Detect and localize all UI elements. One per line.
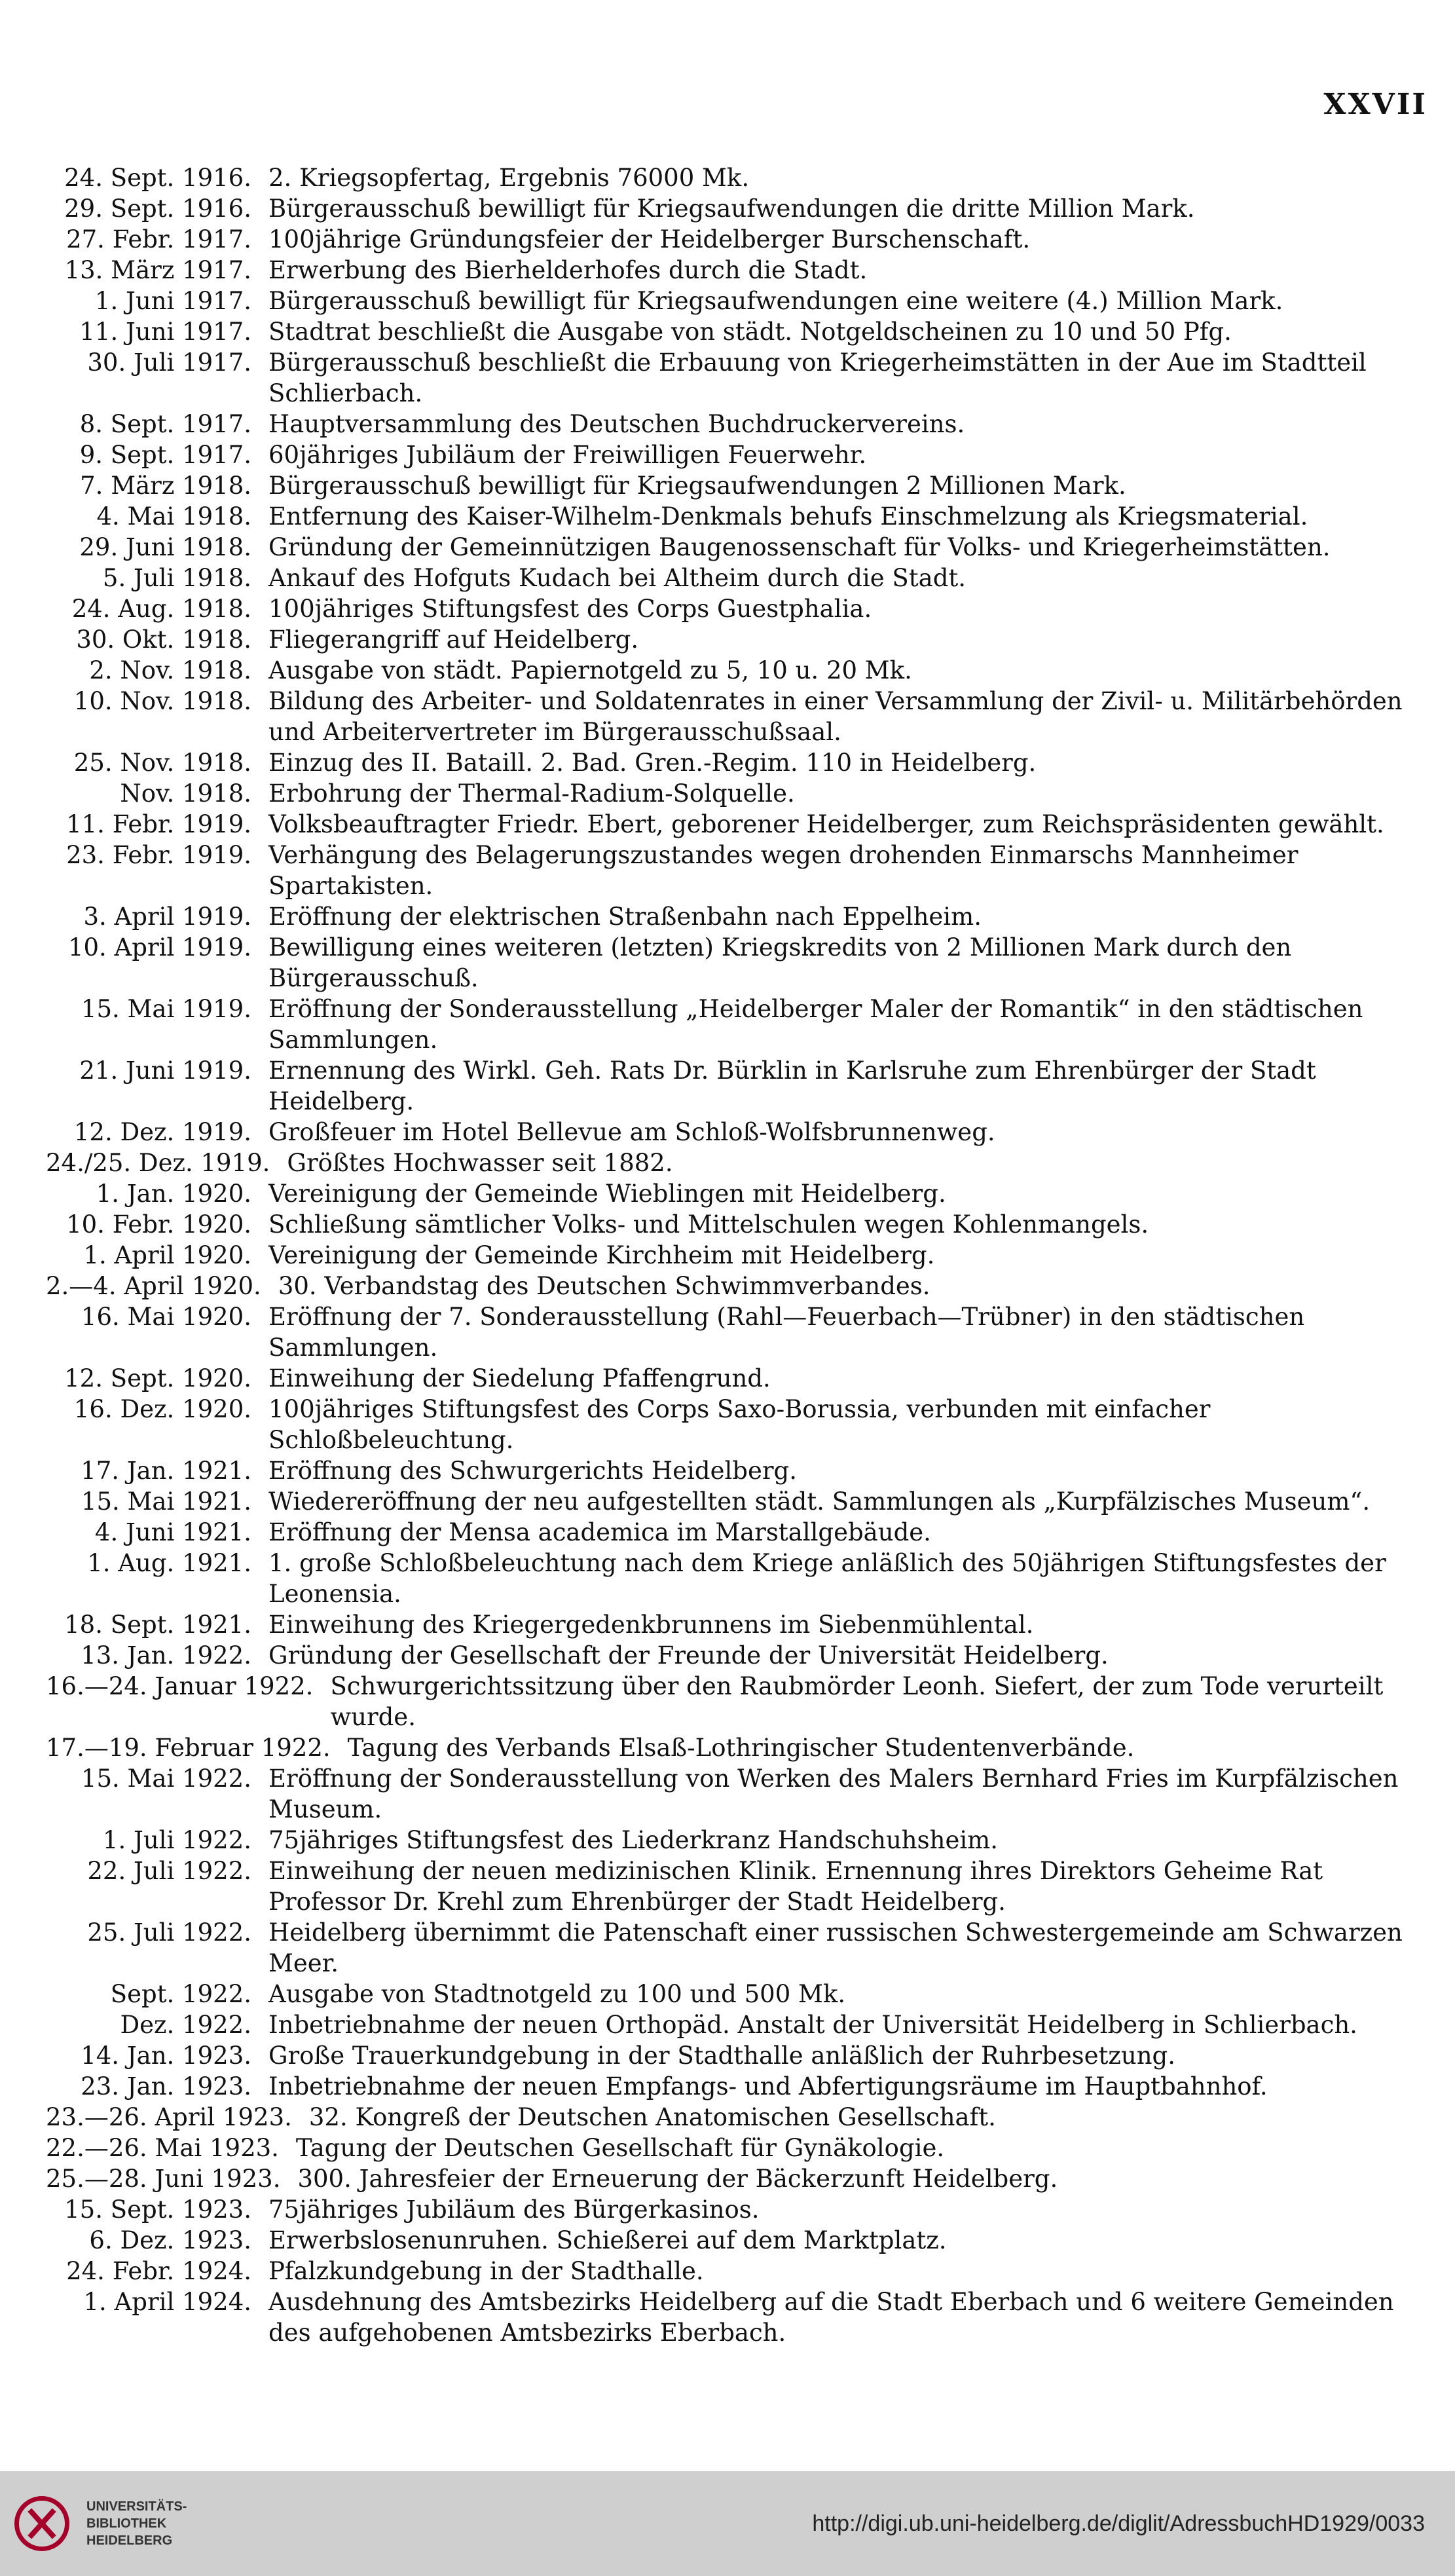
entry-date: 29. Sept. 1916. <box>64 195 251 223</box>
entry-date: Nov. 1918. <box>120 779 251 808</box>
chronicle-entry <box>46 1517 1427 1548</box>
entry-date: 1. Aug. 1921. <box>87 1549 251 1577</box>
chronicle-entry <box>46 2163 1427 2194</box>
entry-text: Gründung der Gemeinnützigen Baugenossenschaft für Volks- und Kriegerheimstätten. <box>268 533 1331 561</box>
entry-text: 2. Kriegsopfertag, Ergebnis 76000 Mk. <box>268 164 750 192</box>
chronicle-entry <box>46 1117 1427 1148</box>
entry-date: 25. Nov. 1918. <box>73 749 251 777</box>
entry-text: 60jähriges Jubiläum der Freiwilligen Feuerwehr. <box>268 441 867 469</box>
chronicle-entry <box>46 532 1427 563</box>
chronicle-entry <box>46 778 1427 809</box>
chronicle-entry <box>46 2040 1427 2071</box>
entry-date: 23.—26. April 1923. <box>46 2103 292 2131</box>
entry-date: 11. Juni 1917. <box>79 318 251 346</box>
entry-date: 21. Juni 1919. <box>79 1056 251 1085</box>
logo-line: BIBLIOTHEK <box>86 2516 167 2531</box>
entry-text: 75jähriges Jubiläum des Bürgerkasinos. <box>268 2195 760 2224</box>
chronicle-entry <box>46 1055 1427 1117</box>
chronicle-entry <box>46 255 1427 286</box>
entry-text: Einweihung der Siedelung Pfaffengrund. <box>268 1364 771 1392</box>
library-logo[interactable] <box>14 2496 187 2551</box>
entry-text: Bürgerausschuß bewilligt für Kriegsaufwendungen 2 Millionen Mark. <box>268 472 1126 500</box>
entry-date: 30. Juli 1917. <box>87 348 251 377</box>
chronicle-entry <box>46 2225 1427 2256</box>
chronicle-entry <box>46 1394 1427 1455</box>
entry-text: Fliegerangriff auf Heidelberg. <box>268 625 639 654</box>
chronicle-entry <box>46 840 1427 901</box>
entry-date: 1. Juli 1922. <box>102 1826 251 1854</box>
entry-date: 3. April 1919. <box>83 903 251 931</box>
chronicle-entry <box>46 655 1427 686</box>
entry-text: 1. große Schloßbeleuchtung nach dem Kriege anläßlich des 50jährigen Stiftungsfestes der Leonensia. <box>268 1549 1386 1608</box>
entry-date: 15. Sept. 1923. <box>64 2195 251 2224</box>
entry-date: 17. Jan. 1921. <box>81 1457 251 1485</box>
entry-text: Schwurgerichtssitzung über den Raubmörder Leonh. Siefert, der zum Tode verurteilt wurde. <box>330 1672 1384 1731</box>
entry-text: Erbohrung der Thermal-Radium-Solquelle. <box>268 779 795 808</box>
logo-line: UNIVERSITÄTS- <box>86 2499 187 2514</box>
entry-date: 15. Mai 1921. <box>81 1487 251 1516</box>
chronicle-entry <box>46 932 1427 994</box>
entry-text: Eröffnung der Sonderausstellung „Heidelberger Maler der Romantik“ in den städtischen Sammlungen. <box>268 995 1363 1054</box>
entry-date: 8. Sept. 1917. <box>79 410 251 438</box>
entry-date: 2. Nov. 1918. <box>89 656 251 684</box>
chronicle-entry <box>46 2194 1427 2225</box>
entry-date: 23. Febr. 1919. <box>66 841 251 869</box>
chronicle-entry <box>46 501 1427 532</box>
entry-date: 7. März 1918. <box>80 472 251 500</box>
entry-text: 30. Verbandstag des Deutschen Schwimmverbandes. <box>278 1272 930 1300</box>
chronicle-entry <box>46 1763 1427 1825</box>
entry-date: 10. Febr. 1920. <box>66 1210 251 1239</box>
entry-text: Größtes Hochwasser seit 1882. <box>287 1149 673 1177</box>
chronicle-entry <box>46 1271 1427 1301</box>
chronicle-entry <box>46 2287 1427 2348</box>
entry-date: 24. Sept. 1916. <box>64 164 251 192</box>
entry-date: 2.—4. April 1920. <box>46 1272 261 1300</box>
entry-text: Bürgerausschuß bewilligt für Kriegsaufwendungen die dritte Million Mark. <box>268 195 1195 223</box>
entry-date: 4. Mai 1918. <box>96 502 251 531</box>
entry-date: 12. Dez. 1919. <box>73 1118 251 1146</box>
chronicle-entry <box>46 1917 1427 1979</box>
entry-text: Bürgerausschuß bewilligt für Kriegsaufwendungen eine weitere (4.) Million Mark. <box>268 287 1283 315</box>
chronicle-entry <box>46 1148 1427 1178</box>
entry-text: Ausgabe von Stadtnotgeld zu 100 und 500 Mk. <box>268 1980 846 2008</box>
entry-date: 15. Mai 1919. <box>81 995 251 1023</box>
entry-date: 15. Mai 1922. <box>81 1764 251 1793</box>
entry-date: 9. Sept. 1917. <box>79 441 251 469</box>
chronicle-entry <box>46 1979 1427 2009</box>
entry-text: Bewilligung eines weiteren (letzten) Kriegskredits von 2 Millionen Mark durch den Bürgerausschuß. <box>268 933 1292 992</box>
entry-text: Heidelberg übernimmt die Patenschaft einer russischen Schwestergemeinde am Schwarzen Meer. <box>268 1918 1403 1977</box>
chronicle-entry <box>46 162 1427 193</box>
chronicle-entry <box>46 470 1427 501</box>
entry-text: Stadtrat beschließt die Ausgabe von städt. Notgeldscheinen zu 10 und 50 Pfg. <box>268 318 1232 346</box>
entry-text: Entfernung des Kaiser-Wilhelm-Denkmals behufs Einschmelzung als Kriegsmaterial. <box>268 502 1308 531</box>
entry-date: 24. Febr. 1924. <box>66 2257 251 2285</box>
entry-text: 100jähriges Stiftungsfest des Corps Saxo-Borussia, verbunden mit einfacher Schloßbeleuchtung. <box>268 1395 1211 1454</box>
entry-text: Bildung des Arbeiter- und Soldatenrates in einer Versammlung der Zivil- u. Militärbehörden und Arbeitervertreter im Bürgerausschußsaal. <box>268 687 1403 746</box>
chronicle-entry <box>46 439 1427 470</box>
entry-text: Tagung der Deutschen Gesellschaft für Gynäkologie. <box>295 2134 945 2162</box>
entry-date: 16. Mai 1920. <box>81 1303 251 1331</box>
chronicle-entry <box>46 686 1427 747</box>
entry-date: 24./25. Dez. 1919. <box>46 1149 270 1177</box>
chronicle-entry <box>46 1486 1427 1517</box>
entry-text: Volksbeauftragter Friedr. Ebert, geborener Heidelberger, zum Reichspräsidenten gewählt. <box>268 810 1384 838</box>
entry-date: 11. Febr. 1919. <box>66 810 251 838</box>
entry-date: 25.—28. Juni 1923. <box>46 2165 281 2193</box>
chronicle-entry <box>46 1178 1427 1209</box>
entry-date: 16. Dez. 1920. <box>73 1395 251 1423</box>
chronicle-entry <box>46 409 1427 439</box>
entry-text: 100jähriges Stiftungsfest des Corps Guestphalia. <box>268 595 872 623</box>
entry-text: 32. Kongreß der Deutschen Anatomischen Gesellschaft. <box>308 2103 996 2131</box>
entry-text: Eröffnung der Sonderausstellung von Werken des Malers Bernhard Fries im Kurpfälzischen Museum. <box>268 1764 1399 1823</box>
entry-date: 12. Sept. 1920. <box>64 1364 251 1392</box>
entry-text: Schließung sämtlicher Volks- und Mittelschulen wegen Kohlenmangels. <box>268 1210 1149 1239</box>
entry-text: Einweihung des Kriegergedenkbrunnens im Siebenmühlental. <box>268 1611 1034 1639</box>
entry-date: 13. Jan. 1922. <box>81 1641 251 1670</box>
entry-text: Einzug des II. Bataill. 2. Bad. Gren.-Regim. 110 in Heidelberg. <box>268 749 1037 777</box>
entry-date: 13. März 1917. <box>64 256 251 284</box>
entry-date: 16.—24. Januar 1922. <box>46 1672 314 1700</box>
entry-text: Große Trauerkundgebung in der Stadthalle anläßlich der Ruhrbesetzung. <box>268 2042 1176 2070</box>
entry-text: Eröffnung der Mensa academica im Marstallgebäude. <box>268 1518 931 1546</box>
chronicle-entry <box>46 1301 1427 1363</box>
entry-text: Erwerbslosenunruhen. Schießerei auf dem Marktplatz. <box>268 2226 947 2254</box>
entry-text: Ernennung des Wirkl. Geh. Rats Dr. Bürklin in Karlsruhe zum Ehrenbürger der Stadt Heidelberg. <box>268 1056 1316 1115</box>
logo-line: HEIDELBERG <box>86 2533 173 2548</box>
source-url-link[interactable]: http://digi.ub.uni-heidelberg.de/diglit/AdressbuchHD1929/0033 <box>812 2511 1425 2536</box>
chronicle-entry <box>46 1209 1427 1240</box>
entry-text: Ausgabe von städt. Papiernotgeld zu 5, 10 u. 20 Mk. <box>268 656 912 684</box>
entry-text: Inbetriebnahme der neuen Empfangs- und Abfertigungsräume im Hauptbahnhof. <box>268 2072 1268 2100</box>
entry-text: Erwerbung des Bierhelderhofes durch die Stadt. <box>268 256 868 284</box>
entry-text: Wiedereröffnung der neu aufgestellten städt. Sammlungen als „Kurpfälzisches Museum“. <box>268 1487 1371 1516</box>
entry-text: Verhängung des Belagerungszustandes wegen drohenden Einmarschs Mannheimer Spartakisten. <box>268 841 1298 900</box>
chronicle-entry <box>46 1732 1427 1763</box>
chronicle-entry <box>46 593 1427 624</box>
entry-date: Sept. 1922. <box>110 1980 251 2008</box>
entry-text: 100jährige Gründungsfeier der Heidelberger Burschenschaft. <box>268 225 1031 253</box>
chronicle-entry <box>46 563 1427 593</box>
page-number: XXVII <box>1323 88 1427 121</box>
entry-date: 4. Juni 1921. <box>94 1518 251 1546</box>
entry-date: 23. Jan. 1923. <box>81 2072 251 2100</box>
entry-text: Tagung des Verbands Elsaß-Lothringischer Studentenverbände. <box>347 1734 1135 1762</box>
chronicle-entry <box>46 2256 1427 2287</box>
chronicle-entry <box>46 994 1427 1055</box>
entry-date: 17.—19. Februar 1922. <box>46 1734 331 1762</box>
chronicle-entry <box>46 1856 1427 1917</box>
entry-date: 24. Aug. 1918. <box>71 595 251 623</box>
entry-text: Eröffnung der 7. Sonderausstellung (Rahl—Feuerbach—Trübner) in den städtischen Sammlungen. <box>268 1303 1305 1362</box>
entry-date: 22.—26. Mai 1923. <box>46 2134 279 2162</box>
chronicle-entry <box>46 1240 1427 1271</box>
chronicle-entry <box>46 2009 1427 2040</box>
chronicle-entry <box>46 809 1427 840</box>
chronicle-list <box>46 162 1427 2348</box>
entry-text: Großfeuer im Hotel Bellevue am Schloß-Wolfsbrunnenweg. <box>268 1118 995 1146</box>
chronicle-entry <box>46 1609 1427 1640</box>
entry-date: 18. Sept. 1921. <box>64 1611 251 1639</box>
entry-date: 22. Juli 1922. <box>87 1857 251 1885</box>
entry-text: Ankauf des Hofguts Kudach bei Altheim durch die Stadt. <box>268 564 967 592</box>
entry-date: 27. Febr. 1917. <box>66 225 251 253</box>
entry-text: Ausdehnung des Amtsbezirks Heidelberg auf die Stadt Eberbach und 6 weitere Gemeinden des aufgehobenen Amtsbezirks Eberbach. <box>268 2288 1394 2347</box>
entry-date: 14. Jan. 1923. <box>81 2042 251 2070</box>
entry-text: Hauptversammlung des Deutschen Buchdruckervereins. <box>268 410 965 438</box>
entry-text: Eröffnung der elektrischen Straßenbahn nach Eppelheim. <box>268 903 982 931</box>
chronicle-entry <box>46 193 1427 224</box>
entry-date: 25. Juli 1922. <box>87 1918 251 1947</box>
entry-text: Eröffnung des Schwurgerichts Heidelberg. <box>268 1457 798 1485</box>
chronicle-entry <box>46 1671 1427 1732</box>
chronicle-entry <box>46 747 1427 778</box>
entry-date: 1. Jan. 1920. <box>96 1180 251 1208</box>
entry-text: Gründung der Gesellschaft der Freunde der Universität Heidelberg. <box>268 1641 1109 1670</box>
chronicle-entry <box>46 2071 1427 2102</box>
entry-date: 10. April 1919. <box>67 933 251 961</box>
chronicle-entry <box>46 1825 1427 1856</box>
chronicle-entry <box>46 2133 1427 2163</box>
chronicle-entry <box>46 1640 1427 1671</box>
chronicle-entry <box>46 316 1427 347</box>
chronicle-entry <box>46 347 1427 409</box>
entry-date: 30. Okt. 1918. <box>76 625 251 654</box>
entry-text: Inbetriebnahme der neuen Orthopäd. Anstalt der Universität Heidelberg in Schlierbach. <box>268 2011 1357 2039</box>
entry-date: 1. April 1924. <box>83 2288 251 2316</box>
entry-text: Pfalzkundgebung in der Stadthalle. <box>268 2257 704 2285</box>
chronicle-entry <box>46 2102 1427 2133</box>
entry-date: 10. Nov. 1918. <box>73 687 251 715</box>
chronicle-entry <box>46 224 1427 255</box>
entry-text: 75jähriges Stiftungsfest des Liederkranz Handschuhsheim. <box>268 1826 999 1854</box>
entry-text: Einweihung der neuen medizinischen Klinik. Ernennung ihres Direktors Geheime Rat Professor Dr. Krehl zum Ehrenbürger der Stadt Heidelberg. <box>268 1857 1323 1916</box>
entry-text: 300. Jahresfeier der Erneuerung der Bäckerzunft Heidelberg. <box>297 2165 1058 2193</box>
library-logo-text <box>86 2498 187 2549</box>
entry-date: 29. Juni 1918. <box>79 533 251 561</box>
entry-date: 1. April 1920. <box>83 1241 251 1269</box>
chronicle-entry <box>46 1455 1427 1486</box>
chronicle-entry <box>46 1363 1427 1394</box>
library-logo-icon <box>14 2496 69 2551</box>
chronicle-entry <box>46 901 1427 932</box>
footer-bar <box>0 2471 1455 2576</box>
entry-date: 6. Dez. 1923. <box>89 2226 251 2254</box>
entry-text: Vereinigung der Gemeinde Wieblingen mit Heidelberg. <box>268 1180 946 1208</box>
entry-date: 5. Juli 1918. <box>102 564 251 592</box>
entry-date: 1. Juni 1917. <box>94 287 251 315</box>
entry-text: Bürgerausschuß beschließt die Erbauung von Kriegerheimstätten in der Aue im Stadtteil Schlierbach. <box>268 348 1367 407</box>
entry-date: Dez. 1922. <box>120 2011 251 2039</box>
chronicle-entry <box>46 1548 1427 1609</box>
chronicle-entry <box>46 624 1427 655</box>
chronicle-entry <box>46 286 1427 316</box>
entry-text: Vereinigung der Gemeinde Kirchheim mit Heidelberg. <box>268 1241 935 1269</box>
